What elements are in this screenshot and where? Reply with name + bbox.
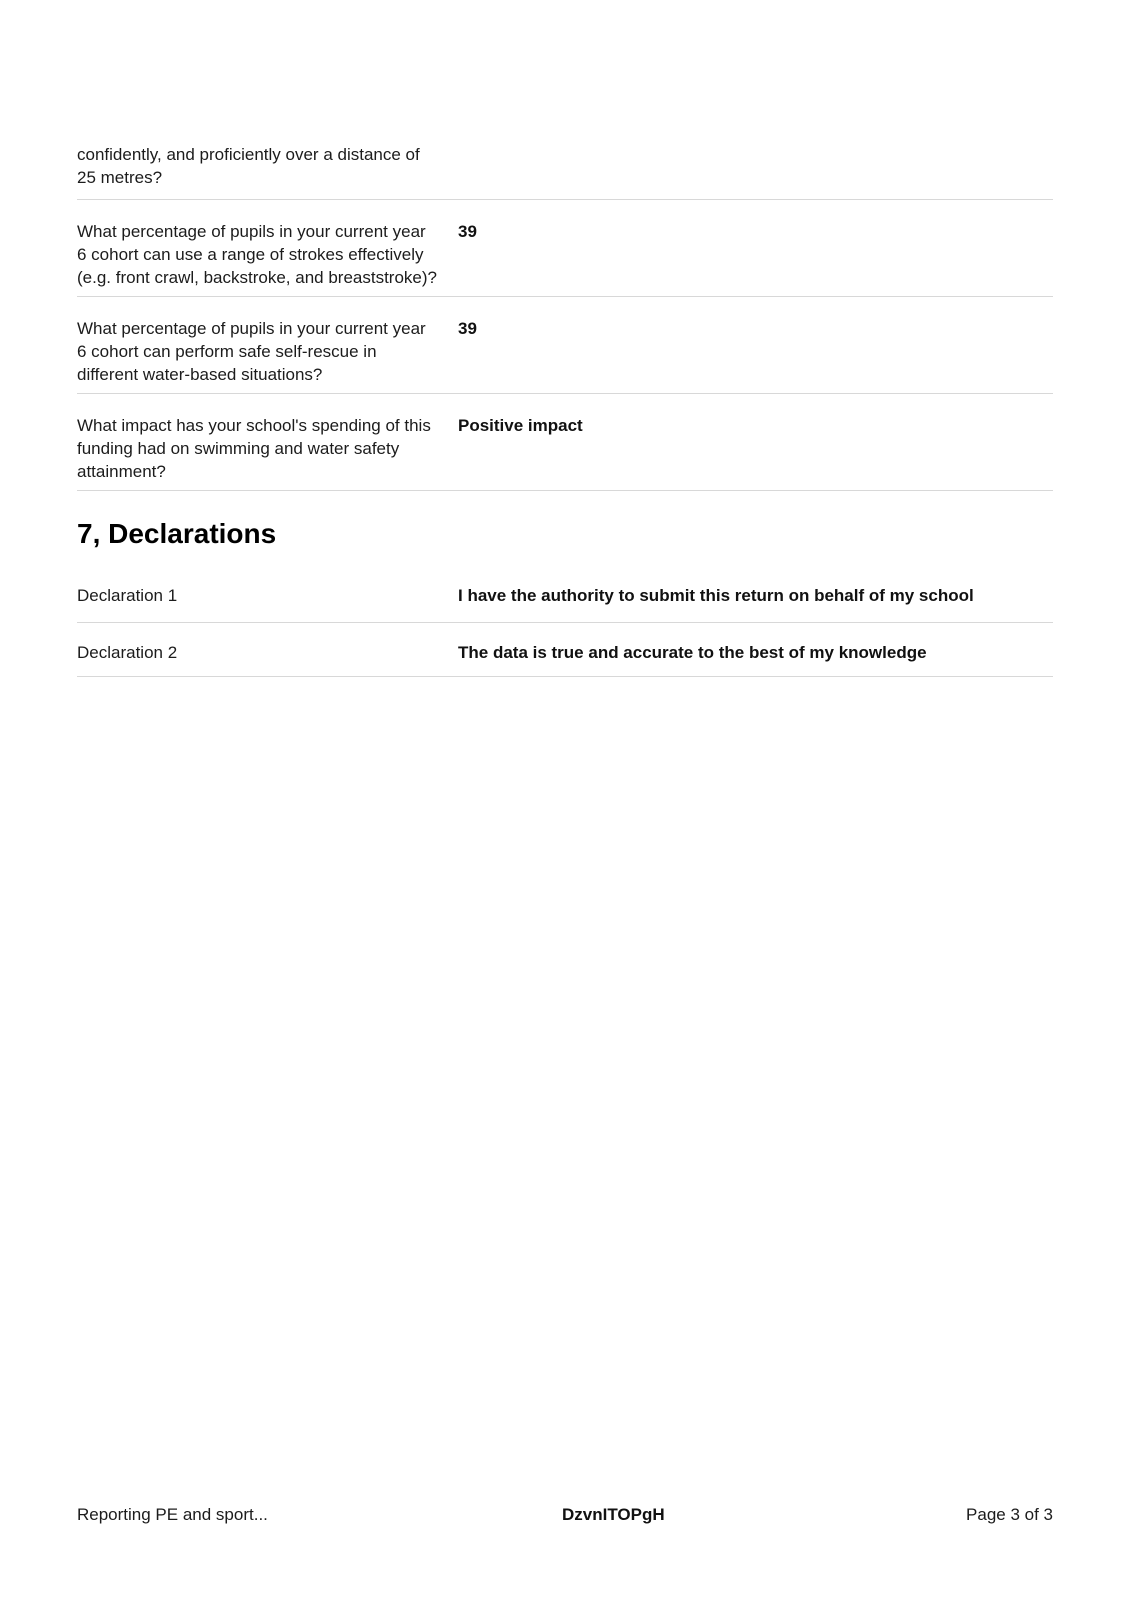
declaration-row	[77, 551, 1053, 623]
answer-value: 39	[458, 222, 477, 241]
footer-school-code: DzvnITOPgH	[562, 1505, 665, 1524]
footer-page-number: Page 3 of 3	[966, 1505, 1053, 1524]
declaration-label: Declaration 2	[77, 643, 178, 662]
question-text-continued: confidently, and proficiently over a distance of 25 metres?	[77, 145, 420, 187]
question-text: What impact has your school's spending of this funding had on swimming and water safety attainment?	[77, 416, 431, 481]
question-text: What percentage of pupils in your current year 6 cohort can perform safe self-rescue in different water-based situations?	[77, 319, 426, 384]
answer-value	[458, 143, 1053, 189]
qa-row	[77, 394, 1053, 491]
footer-document-title: Reporting PE and sport...	[77, 1505, 268, 1524]
section-heading-declarations: 7, Declarations	[77, 518, 277, 549]
declaration-value: The data is true and accurate to the best of my knowledge	[458, 643, 927, 662]
qa-row	[77, 0, 1053, 200]
document-content	[77, 0, 1053, 677]
declaration-row	[77, 623, 1053, 677]
page-footer	[77, 1503, 1053, 1526]
answer-value: 39	[458, 319, 477, 338]
answer-value: Positive impact	[458, 416, 583, 435]
qa-row	[77, 200, 1053, 297]
declaration-value: I have the authority to submit this return on behalf of my school	[458, 586, 974, 605]
question-text: What percentage of pupils in your current year 6 cohort can use a range of strokes effectively (e.g. front crawl, backstroke, and breaststroke)?	[77, 222, 437, 287]
qa-row	[77, 297, 1053, 394]
declaration-label: Declaration 1	[77, 586, 178, 605]
